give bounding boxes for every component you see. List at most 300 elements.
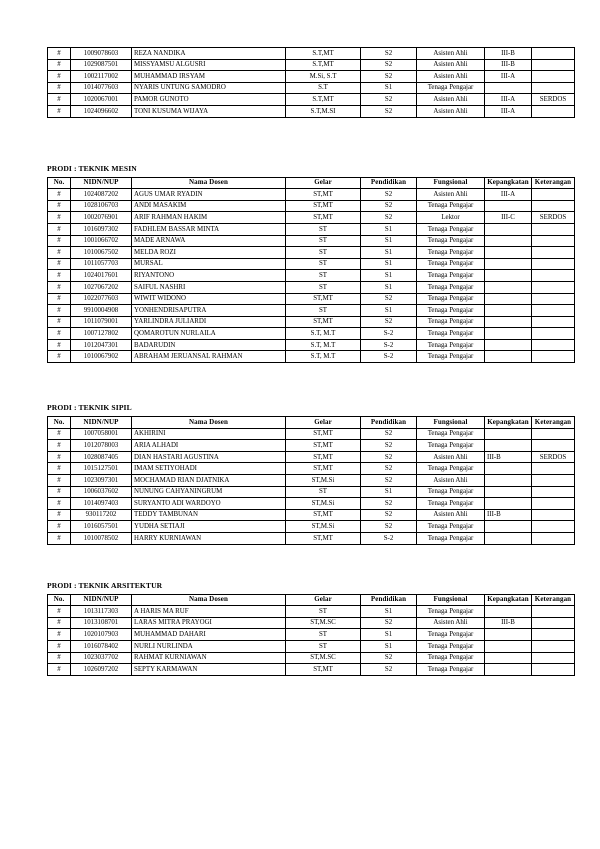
cell-nama: MADE ARNAWA <box>132 235 286 247</box>
cell-fung: Tenaga Pengajar <box>417 258 485 270</box>
cell-fung: Asisten Ahli <box>417 71 485 83</box>
cell-pend: S2 <box>361 59 417 71</box>
column-header-nama: Nama Dosen <box>132 417 286 429</box>
cell-nidn: 1002076901 <box>71 212 132 224</box>
cell-fung: Lektor <box>417 212 485 224</box>
cell-gelar: ST,MT <box>286 212 361 224</box>
cell-kepang: III-B <box>485 59 532 71</box>
cell-kepang: III-B <box>485 509 532 521</box>
cell-pend: S2 <box>361 428 417 440</box>
cell-kepang: III-B <box>485 617 532 629</box>
cell-no: # <box>48 451 71 463</box>
prodi-section <box>47 580 572 676</box>
prodi-title: PRODI : TEKNIK MESIN <box>47 163 137 173</box>
cell-gelar: ST <box>286 247 361 259</box>
table-row[interactable] <box>48 189 575 201</box>
cell-nidn: 1014097403 <box>71 498 132 510</box>
cell-nama: TEDDY TAMBUNAN <box>132 509 286 521</box>
cell-ket <box>532 328 575 340</box>
cell-gelar: S.T, M.T <box>286 351 361 363</box>
table-header-row <box>48 594 575 606</box>
column-header-kepang: Kepangkatan <box>485 177 532 189</box>
cell-gelar: S.T <box>286 82 361 94</box>
cell-no: # <box>48 606 71 618</box>
cell-no: # <box>48 48 71 60</box>
cell-kepang: III-C <box>485 212 532 224</box>
cell-fung: Asisten Ahli <box>417 451 485 463</box>
cell-nama: PAMOR GUNOTO <box>132 94 286 106</box>
column-header-gelar: Gelar <box>286 417 361 429</box>
cell-fung: Asisten Ahli <box>417 48 485 60</box>
cell-no: # <box>48 617 71 629</box>
table-row[interactable] <box>48 281 575 293</box>
table-row[interactable] <box>48 82 575 94</box>
cell-pend: S2 <box>361 463 417 475</box>
cell-pend: S-2 <box>361 533 417 545</box>
cell-no: # <box>48 293 71 305</box>
cell-kepang <box>485 316 532 328</box>
cell-fung: Tenaga Pengajar <box>417 316 485 328</box>
cell-nama: NURLI NURLINDA <box>132 640 286 652</box>
cell-pend: S2 <box>361 105 417 117</box>
cell-gelar: ST,MT <box>286 440 361 452</box>
table-row[interactable] <box>48 463 575 475</box>
cell-nama: WIWIT WIDONO <box>132 293 286 305</box>
cell-nama: YONHENDRISAPUTRA <box>132 305 286 317</box>
cell-nidn: 1024096602 <box>71 105 132 117</box>
cell-ket <box>532 316 575 328</box>
cell-ket <box>532 105 575 117</box>
table-header-row <box>48 417 575 429</box>
cell-gelar: ST <box>286 258 361 270</box>
cell-kepang <box>485 475 532 487</box>
cell-fung: Tenaga Pengajar <box>417 82 485 94</box>
cell-no: # <box>48 59 71 71</box>
cell-gelar: ST,MT <box>286 509 361 521</box>
table-row[interactable] <box>48 105 575 117</box>
cell-ket: SERDOS <box>532 451 575 463</box>
cell-pend: S2 <box>361 521 417 533</box>
cell-kepang <box>485 351 532 363</box>
cell-kepang <box>485 533 532 545</box>
table-row[interactable] <box>48 652 575 664</box>
table-row[interactable] <box>48 606 575 618</box>
table-row[interactable] <box>48 451 575 463</box>
cell-no: # <box>48 82 71 94</box>
cell-no: # <box>48 71 71 83</box>
table-row[interactable] <box>48 428 575 440</box>
cell-fung: Asisten Ahli <box>417 617 485 629</box>
cell-nama: YUDHA SETIAJI <box>132 521 286 533</box>
cell-fung: Tenaga Pengajar <box>417 606 485 618</box>
cell-kepang <box>485 339 532 351</box>
cell-nama: SAIFUL NASHRI <box>132 281 286 293</box>
cell-kepang <box>485 305 532 317</box>
cell-no: # <box>48 339 71 351</box>
cell-nama: SEPTY KARMAWAN <box>132 664 286 676</box>
cell-fung: Tenaga Pengajar <box>417 640 485 652</box>
cell-gelar: ST,M.SC <box>286 652 361 664</box>
table-row[interactable] <box>48 640 575 652</box>
cell-fung: Tenaga Pengajar <box>417 440 485 452</box>
cell-nama: ANDI MASAKIM <box>132 200 286 212</box>
cell-no: # <box>48 351 71 363</box>
table-row[interactable] <box>48 59 575 71</box>
cell-nidn: 1009078603 <box>71 48 132 60</box>
cell-no: # <box>48 200 71 212</box>
cell-ket <box>532 223 575 235</box>
cell-gelar: ST <box>286 235 361 247</box>
cell-no: # <box>48 235 71 247</box>
cell-gelar: ST,M.Si <box>286 498 361 510</box>
cell-nama: ARIF RAHMAN HAKIM <box>132 212 286 224</box>
cell-pend: S2 <box>361 200 417 212</box>
cell-kepang <box>485 281 532 293</box>
cell-gelar: ST,MT <box>286 293 361 305</box>
cell-gelar: M.Si, S.T <box>286 71 361 83</box>
cell-pend: S1 <box>361 247 417 259</box>
cell-gelar: S.T, M.T <box>286 328 361 340</box>
cell-no: # <box>48 629 71 641</box>
cell-ket <box>532 486 575 498</box>
cell-pend: S2 <box>361 475 417 487</box>
cell-nama: RAHMAT KURNIAWAN <box>132 652 286 664</box>
cell-no: # <box>48 475 71 487</box>
column-header-no: No. <box>48 177 71 189</box>
cell-fung: Tenaga Pengajar <box>417 652 485 664</box>
table-row[interactable] <box>48 351 575 363</box>
table-row[interactable] <box>48 200 575 212</box>
cell-pend: S1 <box>361 235 417 247</box>
cell-nama: ARIA ALHADI <box>132 440 286 452</box>
cell-nama: YARLINDRA JULIARDI <box>132 316 286 328</box>
column-header-nidn: NIDN/NUP <box>71 177 132 189</box>
prodi-section <box>47 163 572 364</box>
cell-ket <box>532 270 575 282</box>
cell-fung: Tenaga Pengajar <box>417 463 485 475</box>
cell-pend: S-2 <box>361 328 417 340</box>
cell-pend: S2 <box>361 316 417 328</box>
cell-nidn: 1028087405 <box>71 451 132 463</box>
table-row[interactable] <box>48 293 575 305</box>
cell-fung: Tenaga Pengajar <box>417 498 485 510</box>
table-row[interactable] <box>48 247 575 259</box>
table-row[interactable] <box>48 328 575 340</box>
cell-pend: S2 <box>361 451 417 463</box>
cell-nidn: 1016057501 <box>71 521 132 533</box>
cell-kepang <box>485 606 532 618</box>
table-row[interactable] <box>48 48 575 60</box>
cell-nama: MUHAMMAD IRSYAM <box>132 71 286 83</box>
column-header-ket: Keterangan <box>532 594 575 606</box>
table-row[interactable] <box>48 339 575 351</box>
cell-no: # <box>48 521 71 533</box>
cell-nidn: 1023097301 <box>71 475 132 487</box>
cell-no: # <box>48 533 71 545</box>
cell-kepang: III-A <box>485 94 532 106</box>
cell-fung: Tenaga Pengajar <box>417 328 485 340</box>
cell-nama: FADHLEM BASSAR MINTA <box>132 223 286 235</box>
cell-nama: MELDA ROZI <box>132 247 286 259</box>
cell-fung: Tenaga Pengajar <box>417 223 485 235</box>
cell-ket <box>532 509 575 521</box>
table-row[interactable] <box>48 223 575 235</box>
cell-gelar: ST <box>286 270 361 282</box>
cell-nidn: 1001066702 <box>71 235 132 247</box>
cell-fung: Tenaga Pengajar <box>417 270 485 282</box>
cell-nidn: 1016097302 <box>71 223 132 235</box>
prodi-section <box>47 47 567 118</box>
cell-kepang: III-A <box>485 105 532 117</box>
cell-nidn: 1026097202 <box>71 664 132 676</box>
cell-gelar: S.T,MT <box>286 94 361 106</box>
table-row[interactable] <box>48 521 575 533</box>
cell-gelar: S.T,MT <box>286 59 361 71</box>
table-row[interactable] <box>48 212 575 224</box>
cell-ket <box>532 664 575 676</box>
cell-nidn: 1007127802 <box>71 328 132 340</box>
cell-ket <box>532 247 575 259</box>
cell-nidn: 1022077603 <box>71 293 132 305</box>
cell-ket: SERDOS <box>532 94 575 106</box>
dosen-table <box>47 594 575 676</box>
cell-ket <box>532 617 575 629</box>
cell-nama: RIYANTONO <box>132 270 286 282</box>
table-row[interactable] <box>48 509 575 521</box>
cell-kepang <box>485 258 532 270</box>
cell-no: # <box>48 664 71 676</box>
cell-nidn: 1024017601 <box>71 270 132 282</box>
cell-pend: S1 <box>361 270 417 282</box>
cell-gelar: ST <box>286 223 361 235</box>
table-row[interactable] <box>48 316 575 328</box>
cell-gelar: ST,MT <box>286 316 361 328</box>
cell-pend: S1 <box>361 606 417 618</box>
cell-ket <box>532 339 575 351</box>
column-header-ket: Keterangan <box>532 177 575 189</box>
cell-no: # <box>48 105 71 117</box>
cell-fung: Tenaga Pengajar <box>417 664 485 676</box>
cell-pend: S2 <box>361 48 417 60</box>
cell-ket <box>532 305 575 317</box>
cell-fung: Tenaga Pengajar <box>417 235 485 247</box>
cell-kepang <box>485 200 532 212</box>
table-row[interactable] <box>48 270 575 282</box>
cell-pend: S-2 <box>361 351 417 363</box>
column-header-ket: Keterangan <box>532 417 575 429</box>
cell-nidn: 1007058001 <box>71 428 132 440</box>
column-header-no: No. <box>48 417 71 429</box>
prodi-title: PRODI : TEKNIK ARSITEKTUR <box>47 580 163 590</box>
cell-nidn: 1010067902 <box>71 351 132 363</box>
cell-nidn: 1011057703 <box>71 258 132 270</box>
cell-kepang <box>485 664 532 676</box>
cell-ket <box>532 48 575 60</box>
cell-kepang <box>485 486 532 498</box>
table-row[interactable] <box>48 440 575 452</box>
cell-nidn: 9910004908 <box>71 305 132 317</box>
prodi-title: PRODI : TEKNIK SIPIL <box>47 403 132 413</box>
cell-fung: Tenaga Pengajar <box>417 428 485 440</box>
cell-pend: S-2 <box>361 339 417 351</box>
cell-nidn: 1023037702 <box>71 652 132 664</box>
cell-ket <box>532 428 575 440</box>
table-row[interactable] <box>48 305 575 317</box>
cell-kepang <box>485 235 532 247</box>
cell-no: # <box>48 486 71 498</box>
cell-pend: S2 <box>361 212 417 224</box>
cell-gelar: ST,MT <box>286 463 361 475</box>
section-spacer <box>47 545 564 581</box>
cell-nidn: 1024087202 <box>71 189 132 201</box>
cell-no: # <box>48 223 71 235</box>
prodi-section <box>47 403 572 545</box>
cell-pend: S1 <box>361 629 417 641</box>
cell-pend: S2 <box>361 664 417 676</box>
cell-ket <box>532 82 575 94</box>
cell-gelar: ST,MT <box>286 200 361 212</box>
cell-kepang <box>485 498 532 510</box>
cell-no: # <box>48 652 71 664</box>
cell-pend: S1 <box>361 640 417 652</box>
cell-nama: LARAS MITRA PRAYOGI <box>132 617 286 629</box>
cell-no: # <box>48 428 71 440</box>
cell-ket <box>532 200 575 212</box>
cell-pend: S2 <box>361 94 417 106</box>
table-row[interactable] <box>48 664 575 676</box>
cell-fung: Tenaga Pengajar <box>417 281 485 293</box>
cell-pend: S1 <box>361 82 417 94</box>
cell-pend: S2 <box>361 189 417 201</box>
column-header-gelar: Gelar <box>286 594 361 606</box>
table-header-row <box>48 177 575 189</box>
cell-gelar: ST <box>286 305 361 317</box>
cell-ket <box>532 59 575 71</box>
cell-nidn: 1010067502 <box>71 247 132 259</box>
cell-nidn: 1014077603 <box>71 82 132 94</box>
cell-no: # <box>48 270 71 282</box>
cell-fung: Tenaga Pengajar <box>417 629 485 641</box>
cell-nama: MISSYAMSU ALGUSRI <box>132 59 286 71</box>
column-header-no: No. <box>48 594 71 606</box>
cell-ket <box>532 629 575 641</box>
column-header-fung: Fungsional <box>417 417 485 429</box>
cell-nidn: 1020067001 <box>71 94 132 106</box>
cell-nidn: 1006037602 <box>71 486 132 498</box>
cell-pend: S1 <box>361 486 417 498</box>
cell-no: # <box>48 281 71 293</box>
cell-ket <box>532 351 575 363</box>
cell-ket <box>532 293 575 305</box>
cell-gelar: ST,MT <box>286 664 361 676</box>
cell-fung: Asisten Ahli <box>417 59 485 71</box>
cell-nidn: 1028106703 <box>71 200 132 212</box>
table-row[interactable] <box>48 258 575 270</box>
cell-gelar: S.T,MT <box>286 48 361 60</box>
cell-ket <box>532 258 575 270</box>
table-row[interactable] <box>48 475 575 487</box>
table-row[interactable] <box>48 486 575 498</box>
cell-kepang <box>485 652 532 664</box>
cell-ket <box>532 606 575 618</box>
cell-kepang <box>485 440 532 452</box>
cell-kepang: III-A <box>485 189 532 201</box>
cell-no: # <box>48 509 71 521</box>
column-header-nidn: NIDN/NUP <box>71 594 132 606</box>
cell-no: # <box>48 94 71 106</box>
cell-kepang <box>485 293 532 305</box>
cell-no: # <box>48 498 71 510</box>
cell-kepang: III-A <box>485 71 532 83</box>
cell-ket <box>532 521 575 533</box>
table-row[interactable] <box>48 617 575 629</box>
column-header-pend: Pendidikan <box>361 594 417 606</box>
cell-kepang <box>485 428 532 440</box>
cell-fung: Tenaga Pengajar <box>417 533 485 545</box>
cell-kepang: III-B <box>485 48 532 60</box>
cell-gelar: ST,M.SC <box>286 617 361 629</box>
table-row[interactable] <box>48 94 575 106</box>
cell-nidn: 1029087501 <box>71 59 132 71</box>
cell-nama: HARRY KURNIAWAN <box>132 533 286 545</box>
table-row[interactable] <box>48 629 575 641</box>
cell-pend: S1 <box>361 223 417 235</box>
table-row[interactable] <box>48 498 575 510</box>
cell-nama: AGUS UMAR RYADIN <box>132 189 286 201</box>
table-row[interactable] <box>48 71 575 83</box>
cell-ket <box>532 71 575 83</box>
sections-container <box>47 47 572 676</box>
column-header-fung: Fungsional <box>417 594 485 606</box>
cell-fung: Tenaga Pengajar <box>417 293 485 305</box>
cell-pend: S2 <box>361 440 417 452</box>
cell-pend: S1 <box>361 258 417 270</box>
cell-nama: IMAM SETIYOHADI <box>132 463 286 475</box>
cell-nama: TONI KUSUMA WIJAYA <box>132 105 286 117</box>
cell-fung: Tenaga Pengajar <box>417 247 485 259</box>
cell-ket <box>532 440 575 452</box>
cell-kepang <box>485 82 532 94</box>
cell-gelar: ST,MT <box>286 533 361 545</box>
cell-nidn: 1012078003 <box>71 440 132 452</box>
cell-pend: S2 <box>361 71 417 83</box>
cell-gelar: ST,MT <box>286 451 361 463</box>
cell-gelar: ST,M.Si <box>286 475 361 487</box>
cell-pend: S1 <box>361 281 417 293</box>
cell-kepang: III-B <box>485 451 532 463</box>
cell-pend: S2 <box>361 293 417 305</box>
cell-fung: Tenaga Pengajar <box>417 339 485 351</box>
column-header-pend: Pendidikan <box>361 177 417 189</box>
cell-gelar: S.T,M.SI <box>286 105 361 117</box>
cell-nama: A HARIS MA RUF <box>132 606 286 618</box>
table-row[interactable] <box>48 533 575 545</box>
table-row[interactable] <box>48 235 575 247</box>
cell-kepang <box>485 521 532 533</box>
cell-kepang <box>485 247 532 259</box>
section-spacer <box>47 363 564 403</box>
cell-no: # <box>48 305 71 317</box>
dosen-table <box>47 416 575 545</box>
cell-nama: BADARUDIN <box>132 339 286 351</box>
cell-no: # <box>48 247 71 259</box>
cell-fung: Asisten Ahli <box>417 94 485 106</box>
cell-no: # <box>48 316 71 328</box>
cell-gelar: ST,MT <box>286 428 361 440</box>
cell-gelar: ST,M.Si <box>286 521 361 533</box>
cell-fung: Tenaga Pengajar <box>417 486 485 498</box>
cell-pend: S2 <box>361 498 417 510</box>
